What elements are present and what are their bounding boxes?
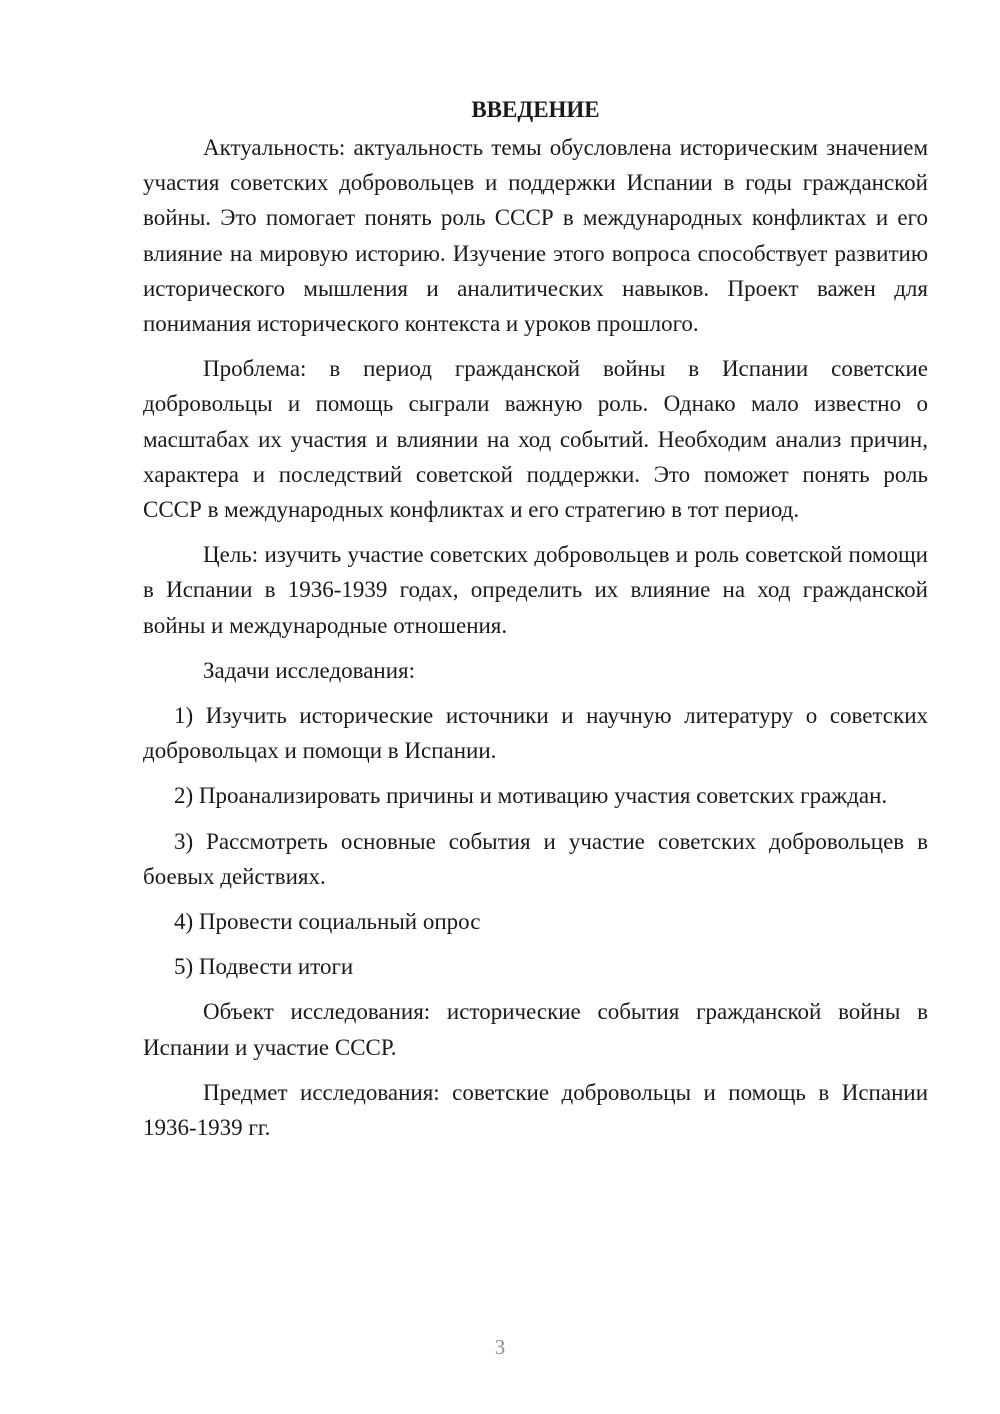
task-item-4: 4) Провести социальный опрос	[174, 909, 481, 935]
task-item-1: 1) Изучить исторические источники и научную литературу о советских добровольцах и помощи в Испании.	[143, 703, 928, 764]
relevance-paragraph: Актуальность: актуальность темы обусловлена историческим значением участия советских добровольцев и поддержки Испании в годы гражданской войны. Это помогает понять роль СССР в международных конфликтах и его влияние на мировую историю. Изучение этого вопроса способствует развитию исторического мышления и аналитических навыков. Проект важен для понимания исторического контекста и уроков прошлого.	[143, 135, 928, 337]
subject-paragraph: Предмет исследования: советские добровольцы и помощь в Испании 1936-1939 гг.	[143, 1079, 928, 1141]
section-title: ВВЕДЕНИЕ	[471, 97, 600, 122]
task-item-5: 5) Подвести итоги	[174, 954, 354, 980]
task-item-3: 3) Рассмотреть основные события и участие советских добровольцев в боевых действиях.	[143, 828, 928, 889]
problem-paragraph: Проблема: в период гражданской войны в Испании советские добровольцы и помощь сыграли важную роль. Однако мало известно о масштабах их участия и влиянии на ход событий. Необходим анализ причин, характера и последствий советской поддержки. Это поможет понять роль СССР в международных конфликтах и его стратегию в тот период.	[143, 356, 928, 523]
tasks-heading: Задачи исследования:	[203, 657, 416, 683]
page-content	[143, 92, 928, 1155]
object-paragraph: Объект исследования: исторические события гражданской войны в Испании и участие СССР.	[143, 999, 928, 1060]
page-number: 3	[494, 1335, 506, 1359]
task-item-2: 2) Проанализировать причины и мотивацию участия советских граждан.	[174, 783, 888, 809]
goal-paragraph: Цель: изучить участие советских добровольцев и роль советской помощи в Испании в 1936-1939 годах, определить их влияние на ход гражданской войны и международные отношения.	[143, 542, 928, 638]
